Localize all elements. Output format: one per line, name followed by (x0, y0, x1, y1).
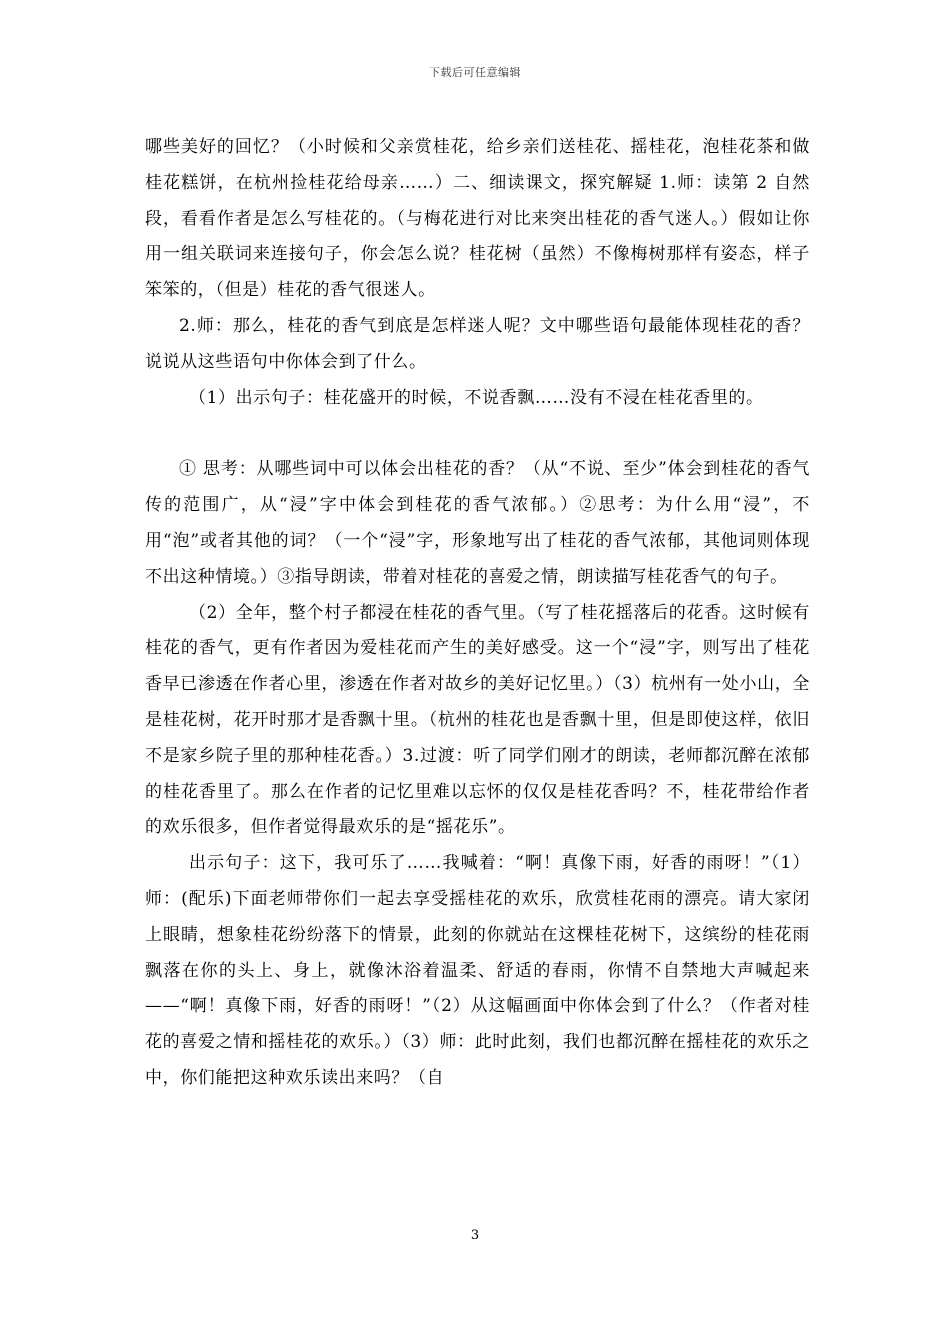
page-header: 下载后可任意编辑 (429, 66, 521, 79)
paragraph-6: 出示句子：这下，我可乐了……我喊着：“啊！真像下雨，好香的雨呀！”（1）师：(配乐)下面老师带你们一起去享受摇桂花的欢乐，欣赏桂花雨的漂亮。请大家闭上眼睛，想象桂花纷纷落下的情景，此刻的你就站在这棵桂花树下，这缤纷的桂花雨飘落在你的头上、身上，就像沐浴着温柔、舒适的春雨，你情不自禁地大声喊起来——“啊！真像下雨，好香的雨呀！”（2）从这幅画面中你体会到了什么？（作者对桂花的喜爱之情和摇桂花的欢乐。）（3）师：此时此刻，我们也都沉醉在摇桂花的欢乐之中，你们能把这种欢乐读出来吗？（自 (145, 853, 810, 1088)
page-number: 3 (470, 1228, 480, 1243)
paragraph-2: 2.师：那么，桂花的香气到底是怎样迷人呢？文中哪些语句最能体现桂花的香？说说从这些语句中你体会到了什么。 (145, 315, 810, 372)
paragraph-3: （1）出示句子：桂花盛开的时候，不说香飘……没有不浸在桂花香里的。 (189, 387, 764, 408)
paragraph-5: （2）全年，整个村子都浸在桂花的香气里。（写了桂花摇落后的花香。这时候有桂花的香气，更有作者因为爱桂花而产生的美好感受。这一个“浸”字，则写出了桂花香早已渗透在作者心里，渗透在作者对故乡的美好记忆里。）（3）杭州有一处小山，全是桂花树，花开时那才是香飘十里。（杭州的桂花也是香飘十里，但是即使这样，依旧不是家乡院子里的那种桂花香。）3.过渡：听了同学们刚才的朗读，老师都沉醉在浓郁的桂花香里了。那么在作者的记忆里难以忘怀的仅仅是桂花香吗？不，桂花带给作者的欢乐很多，但作者觉得最欢乐的是“摇花乐”。 (145, 602, 810, 838)
paragraph-4: ① 思考：从哪些词中可以体会出桂花的香？（从“不说、至少”体会到桂花的香气传的范围广，从“浸”字中体会到桂花的香气浓郁。）②思考：为什么用“浸”，不用“泡”或者其他的词？（一个“浸”字，形象地写出了桂花的香气浓郁，其他词则体现不出这种情境。）③指导朗读，带着对桂花的喜爱之情，朗读描写桂花香气的句子。 (145, 459, 810, 587)
document-body (145, 130, 810, 1097)
paragraph-gap (145, 416, 810, 452)
paragraph-1: 哪些美好的回忆？（小时候和父亲赏桂花，给乡亲们送桂花、摇桂花，泡桂花茶和做桂花糕饼，在杭州捡桂花给母亲……）二、细读课文，探究解疑 1.师：读第 2 自然段，看看作者是怎么写桂花的。（与梅花进行对比来突出桂花的香气迷人。）假如让你用一组关联词来连接句子，你会怎么说？桂花树（虽然）不像梅树那样有姿态，样子笨笨的，（但是）桂花的香气很迷人。 (145, 137, 810, 301)
